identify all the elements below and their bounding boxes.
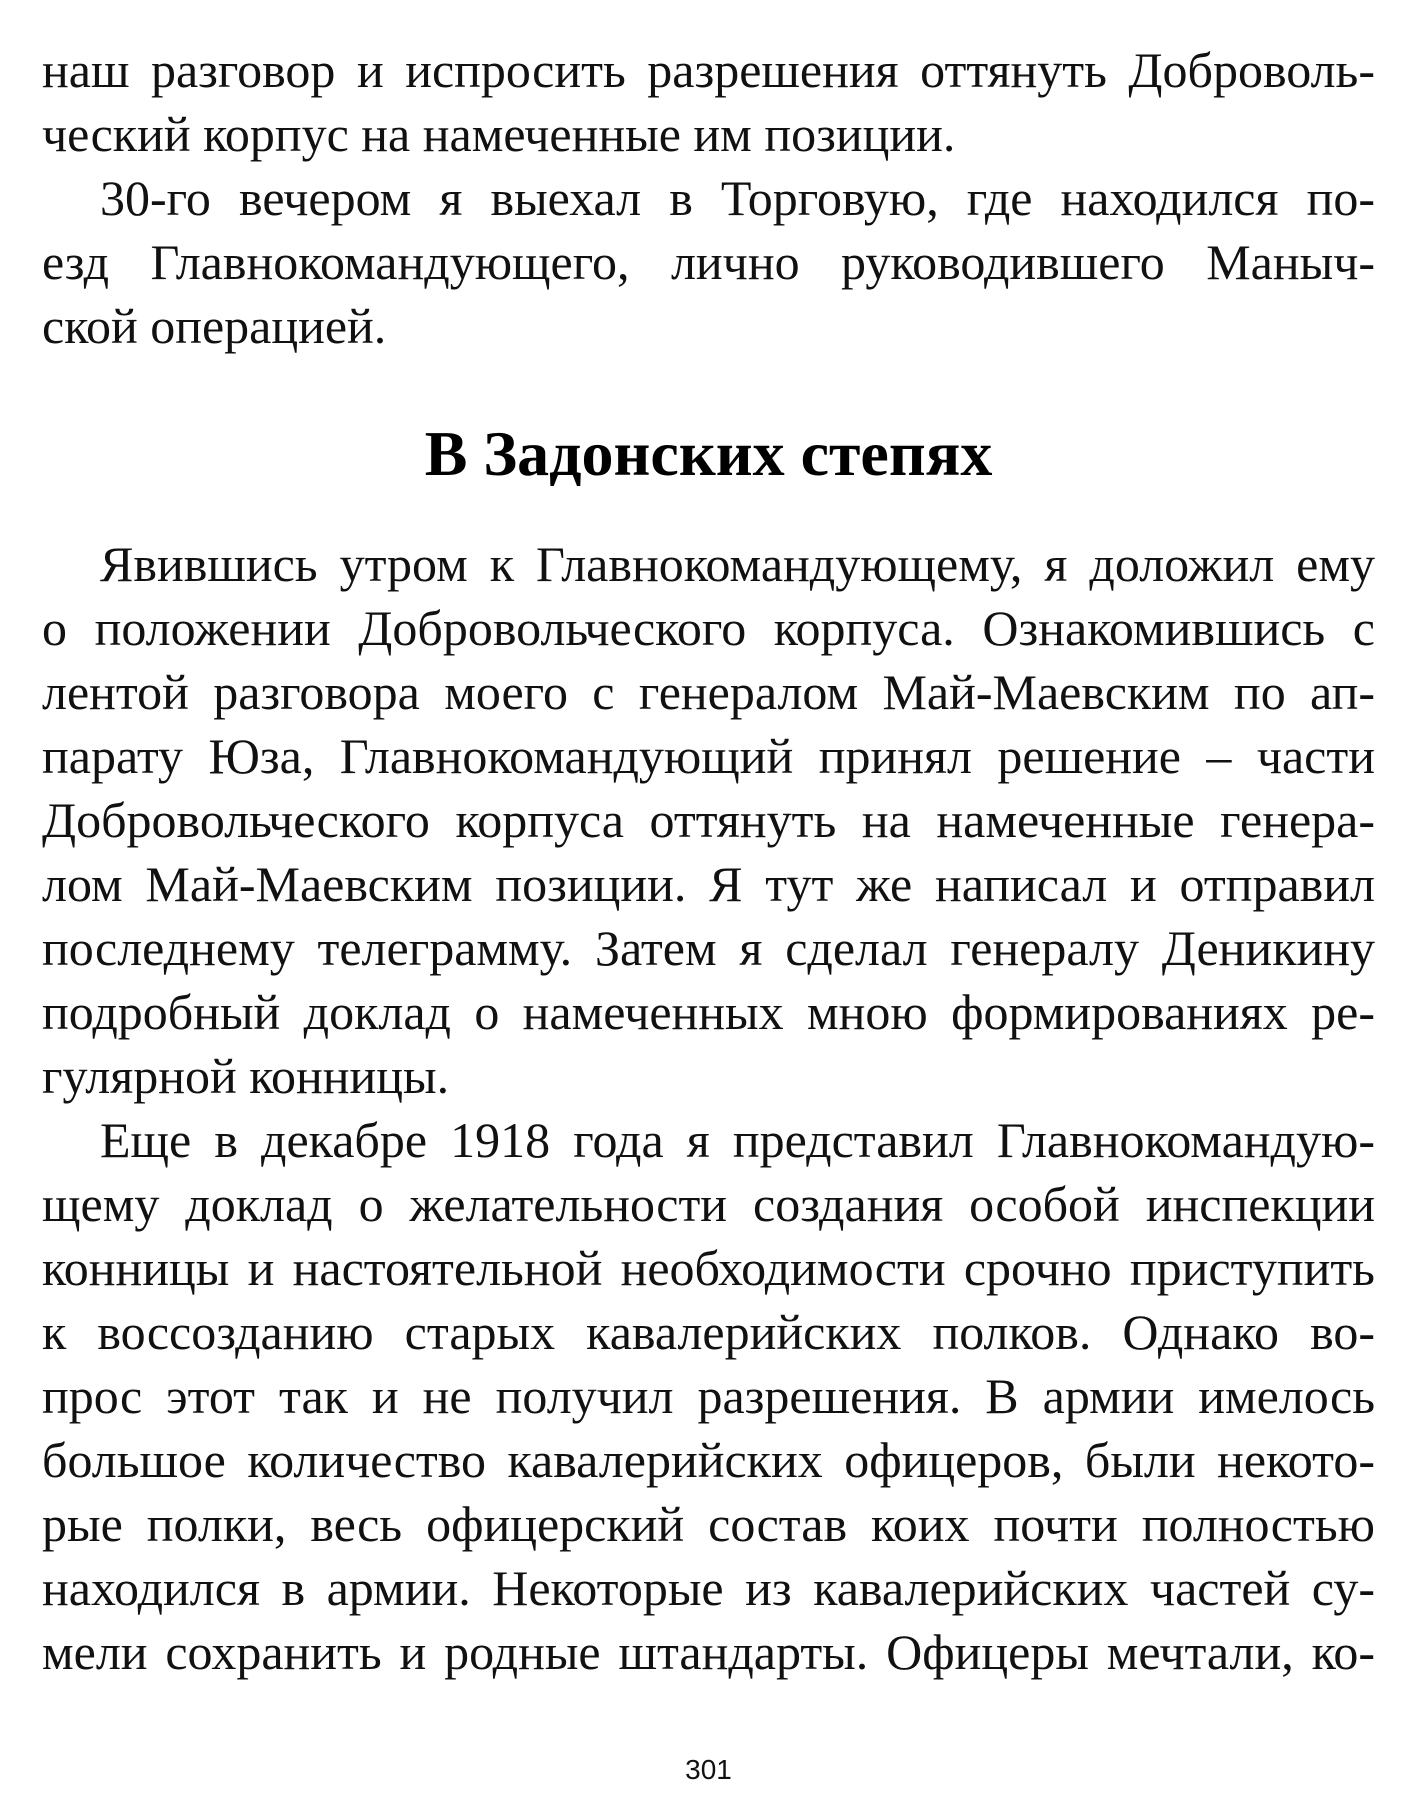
paragraph-intro-end (42, 38, 1375, 166)
paragraph-torgovaya (42, 166, 1375, 358)
text-line: рые полки, весь офицерский состав коих почти полностью (42, 1496, 1375, 1552)
text-line: находился в армии. Некоторые из кавалерийских частей су- (42, 1560, 1375, 1616)
section-heading: В Задонских степях (424, 418, 993, 489)
text-line: Явившись утром к Главнокомандующему, я доложил ему (100, 536, 1375, 592)
page-number: 301 (685, 1754, 732, 1785)
text-line: ческий корпус на намеченные им позиции. (42, 106, 956, 162)
text-line: о положении Добровольческого корпуса. Ознакомившись с (42, 600, 1375, 656)
paragraph-cavalry (42, 1108, 1375, 1684)
document-page (42, 38, 1375, 1684)
paragraph-report (42, 532, 1375, 1108)
text-line: прос этот так и не получил разрешения. В армии имелось (42, 1368, 1375, 1424)
text-line: езд Главнокомандующего, лично руководившего Маныч- (42, 234, 1375, 290)
text-line: Еще в декабре 1918 года я представил Главнокомандую- (100, 1112, 1375, 1168)
text-line: конницы и настоятельной необходимости срочно приступить (42, 1240, 1375, 1296)
text-line: последнему телеграмму. Затем я сделал генералу Деникину (42, 920, 1375, 976)
text-line: Добровольческого корпуса оттянуть на намеченные генера- (42, 792, 1375, 848)
text-line: большое количество кавалерийских офицеров, были некото- (42, 1432, 1375, 1488)
text-line: лом Май-Маевским позиции. Я тут же написал и отправил (42, 856, 1375, 912)
text-line: парату Юза, Главнокомандующий принял решение – части (42, 728, 1375, 784)
text-line: ской операцией. (42, 298, 387, 354)
text-line: к воссозданию старых кавалерийских полков. Однако во- (42, 1304, 1375, 1360)
text-line: гулярной конницы. (42, 1048, 450, 1104)
text-line: наш разговор и испросить разрешения оттянуть Доброволь- (42, 42, 1375, 98)
text-line: подробный доклад о намеченных мною формированиях ре- (42, 984, 1375, 1040)
text-line: 30-го вечером я выехал в Торговую, где находился по- (100, 170, 1375, 226)
text-line: щему доклад о желательности создания особой инспекции (42, 1176, 1375, 1232)
text-line: лентой разговора моего с генералом Май-Маевским по ап- (42, 664, 1375, 720)
text-line: мели сохранить и родные штандарты. Офицеры мечтали, ко- (42, 1624, 1375, 1680)
